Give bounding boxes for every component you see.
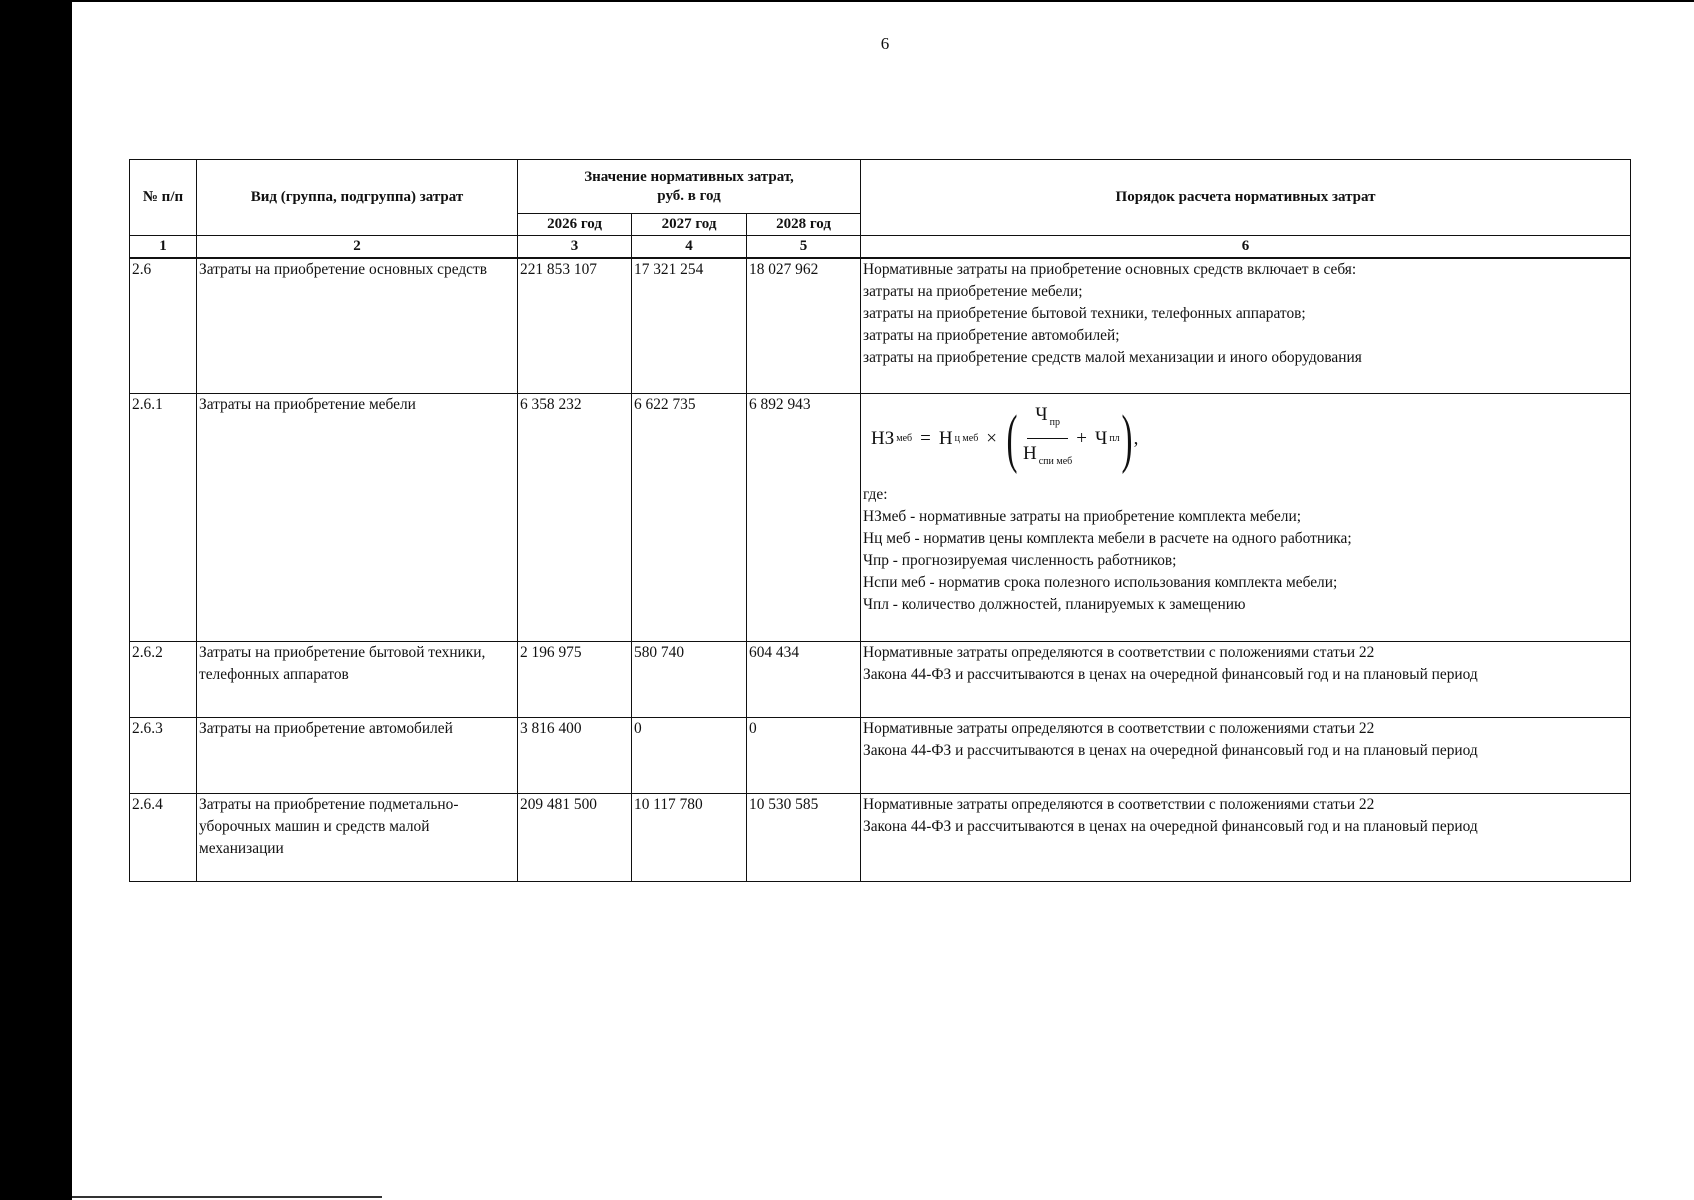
row-method <box>861 258 1631 393</box>
furniture-cost-formula <box>863 394 1628 484</box>
row-type-line: механизации <box>199 839 284 857</box>
formula-fraction <box>1023 404 1072 473</box>
row-value-2028: 18 027 962 <box>747 258 861 393</box>
row-type-line: Затраты на приобретение подметально- <box>199 795 459 813</box>
row-num: 2.6.1 <box>130 393 197 641</box>
table-row-2-6-2 <box>130 641 1631 717</box>
row-type <box>197 717 518 793</box>
column-index: 1 <box>130 236 197 259</box>
formula-open-paren: ( <box>1006 401 1018 475</box>
row-value-2028: 10 530 585 <box>747 793 861 881</box>
row-value-2026: 6 358 232 <box>518 393 632 641</box>
column-index: 4 <box>632 236 747 259</box>
method-line: Нормативные затраты определяются в соответствии с положениями статьи 22 <box>863 795 1375 813</box>
row-type-line: Затраты на приобретение основных средств <box>199 261 487 278</box>
method-line: затраты на приобретение бытовой техники, телефонных аппаратов; <box>863 305 1306 322</box>
formula-numerator: Ч $_{пр}$ <box>1027 404 1068 439</box>
formula-addend-sub: пл <box>1109 432 1120 444</box>
method-line: затраты на приобретение автомобилей; <box>863 327 1120 344</box>
page-number: 6 <box>880 34 890 53</box>
formula-times: × <box>986 427 998 449</box>
header-year-2027: 2027 год <box>632 214 747 236</box>
formula-lhs-sub: меб <box>896 432 913 444</box>
row-method <box>861 641 1631 717</box>
cost-norms-table <box>129 159 1631 882</box>
formula-denominator: Н $_{спи меб}$ <box>1023 443 1073 467</box>
formula-lhs: НЗ <box>871 427 895 449</box>
row-type-line: Затраты на приобретение бытовой техники, <box>199 643 486 661</box>
row-type-line: Затраты на приобретение мебели <box>199 395 416 413</box>
row-value-2027: 0 <box>632 717 747 793</box>
row-method <box>861 717 1631 793</box>
table-row-2-6 <box>130 258 1631 393</box>
row-value-2026: 3 816 400 <box>518 717 632 793</box>
row-value-2027: 10 117 780 <box>632 793 747 881</box>
row-value-2027: 6 622 735 <box>632 393 747 641</box>
table-row-2-6-4 <box>130 793 1631 881</box>
scan-bottom-border <box>72 1196 382 1198</box>
header-year-2028: 2028 год <box>747 214 861 236</box>
formula-tail: , <box>1133 427 1139 449</box>
method-line: Нормативные затраты определяются в соответствии с положениями статьи 22 <box>863 719 1375 737</box>
method-line: затраты на приобретение мебели; <box>863 283 1083 300</box>
header-year-2026: 2026 год <box>518 214 632 236</box>
table-row-2-6-3 <box>130 717 1631 793</box>
row-num: 2.6.4 <box>130 793 197 881</box>
row-num: 2.6.3 <box>130 717 197 793</box>
scan-top-border <box>72 0 1694 8</box>
method-line: Чпл - количество должностей, планируемых к замещению <box>863 595 1246 613</box>
formula-price-sub: ц меб <box>954 432 979 444</box>
row-type <box>197 258 518 393</box>
row-type-line: Затраты на приобретение автомобилей <box>199 719 453 737</box>
row-value-2028: 6 892 943 <box>747 393 861 641</box>
row-method <box>861 393 1631 641</box>
row-value-2028: 604 434 <box>747 641 861 717</box>
column-index: 3 <box>518 236 632 259</box>
header-values-group <box>518 160 861 214</box>
row-value-2026: 2 196 975 <box>518 641 632 717</box>
row-type <box>197 793 518 881</box>
header-type: Вид (группа, подгруппа) затрат <box>197 160 518 236</box>
method-line: Закона 44-ФЗ и рассчитываются в ценах на очередной финансовый год и на плановый период <box>863 817 1478 835</box>
formula-plus: + <box>1076 427 1087 449</box>
formula-close-paren: ) <box>1121 401 1133 475</box>
method-line: где: <box>863 485 888 503</box>
row-value-2026: 221 853 107 <box>518 258 632 393</box>
header-values-line-2: руб. в год <box>657 187 721 204</box>
column-index: 6 <box>861 236 1631 259</box>
row-value-2028: 0 <box>747 717 861 793</box>
method-line: Чпр - прогнозируемая численность работников; <box>863 551 1177 569</box>
row-type-line: уборочных машин и средств малой <box>199 817 430 835</box>
header-row-top <box>130 160 1631 214</box>
method-line: затраты на приобретение средств малой механизации и иного оборудования <box>863 349 1362 366</box>
method-line: НЗмеб - нормативные затраты на приобретение комплекта мебели; <box>863 507 1301 525</box>
method-line: Нормативные затраты на приобретение основных средств включает в себя: <box>863 261 1357 278</box>
method-line: Нц меб - норматив цены комплекта мебели в расчете на одного работника; <box>863 529 1352 547</box>
row-type <box>197 641 518 717</box>
table-row-2-6-1 <box>130 393 1631 641</box>
header-num: № п/п <box>130 160 197 236</box>
column-index: 5 <box>747 236 861 259</box>
row-value-2026: 209 481 500 <box>518 793 632 881</box>
formula-eq: = <box>920 427 931 449</box>
row-num: 2.6 <box>130 258 197 393</box>
formula-addend: Ч <box>1094 427 1108 449</box>
row-type <box>197 393 518 641</box>
row-value-2027: 17 321 254 <box>632 258 747 393</box>
header-method: Порядок расчета нормативных затрат <box>861 160 1631 236</box>
row-value-2027: 580 740 <box>632 641 747 717</box>
column-index-row <box>130 236 1631 259</box>
row-type-line: телефонных аппаратов <box>199 665 349 683</box>
column-index: 2 <box>197 236 518 259</box>
formula-price: Н <box>938 427 953 449</box>
method-line: Закона 44-ФЗ и рассчитываются в ценах на очередной финансовый год и на плановый период <box>863 741 1478 759</box>
row-method <box>861 793 1631 881</box>
method-line: Нормативные затраты определяются в соответствии с положениями статьи 22 <box>863 643 1375 661</box>
row-num: 2.6.2 <box>130 641 197 717</box>
method-line: Закона 44-ФЗ и рассчитываются в ценах на очередной финансовый год и на плановый период <box>863 665 1478 683</box>
scan-black-margin <box>0 0 72 1200</box>
header-values-line-1: Значение нормативных затрат, <box>584 168 794 185</box>
method-line: Нспи меб - норматив срока полезного использования комплекта мебели; <box>863 573 1338 591</box>
